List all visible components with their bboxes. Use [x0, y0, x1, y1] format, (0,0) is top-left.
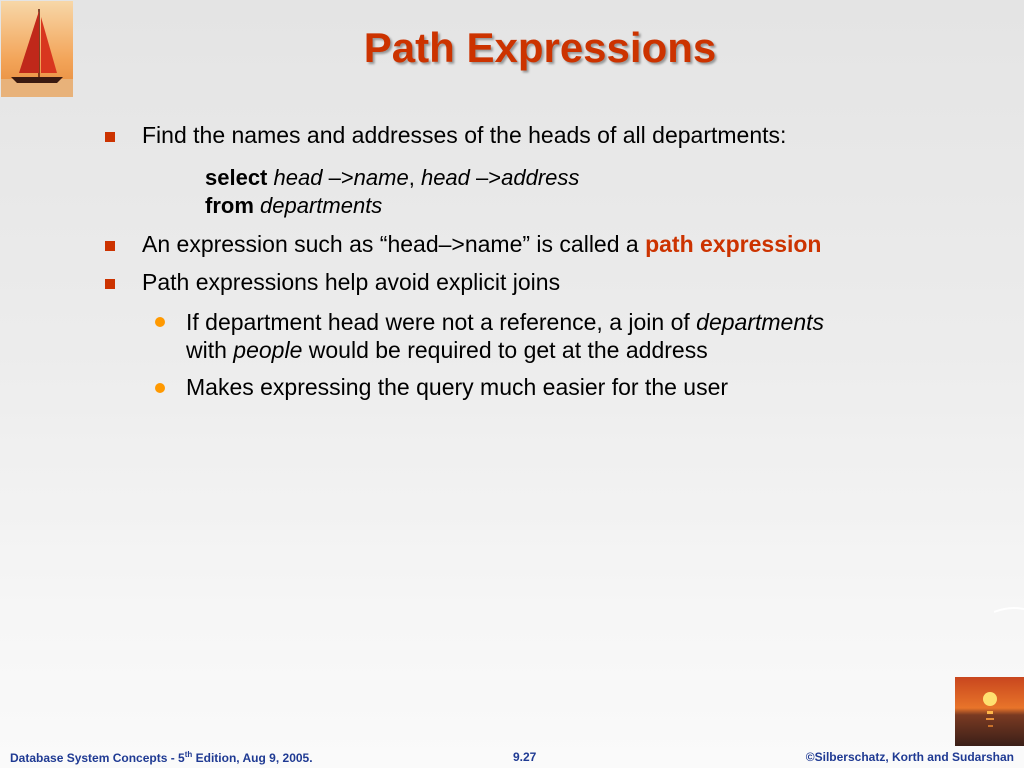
keyword-from: from	[205, 193, 254, 218]
footer-left-text: Database System Concepts - 5	[10, 751, 185, 765]
keyword-select: select	[205, 165, 268, 190]
subbullet-text: Makes expressing the query much easier for the user	[186, 374, 729, 400]
square-bullet-icon	[105, 241, 115, 251]
slide-footer	[0, 746, 1024, 768]
square-bullet-icon	[105, 132, 115, 142]
subbullet-text-part: If department head were not a reference, a join of	[186, 309, 697, 335]
code-address: address	[501, 165, 580, 190]
subbullet-italic: people	[233, 337, 303, 363]
footer-copyright: ©Silberschatz, Korth and Sudarshan	[805, 750, 1014, 764]
code-name: name	[353, 165, 409, 190]
circle-bullet-icon	[155, 383, 165, 393]
circle-bullet-icon	[155, 317, 165, 327]
footer-page-number: 9.27	[513, 750, 537, 764]
subbullet-text	[186, 308, 966, 364]
footer-left-sup: th	[184, 750, 193, 759]
bullet-text	[142, 231, 821, 258]
sunset-image	[955, 677, 1024, 746]
bullet-text: Find the names and addresses of the heads of all departments:	[142, 122, 787, 148]
code-line-from	[205, 193, 382, 219]
swoosh-decoration	[994, 606, 1024, 616]
slide-title: Path Expressions	[363, 24, 717, 71]
bullet-text-part: An expression such as “head–>name” is called a	[142, 231, 646, 257]
code-comma: ,	[408, 165, 421, 190]
code-arrow: –>	[322, 165, 354, 190]
code-departments: departments	[260, 193, 383, 218]
square-bullet-icon	[105, 279, 115, 289]
code-line-select	[205, 165, 579, 191]
subbullet-text-part: would be required to get at the address	[302, 337, 708, 363]
subbullet-italic: departments	[696, 309, 825, 335]
bullet-text: Path expressions help avoid explicit joins	[142, 269, 561, 295]
highlight-term: path expression	[645, 231, 822, 257]
footer-left-text: Edition, Aug 9, 2005.	[192, 751, 313, 765]
code-head: head	[420, 165, 470, 190]
footer-left	[10, 750, 313, 765]
subbullet-text-part: with	[186, 337, 234, 363]
code-arrow: –>	[469, 165, 502, 190]
code-head: head	[273, 165, 323, 190]
